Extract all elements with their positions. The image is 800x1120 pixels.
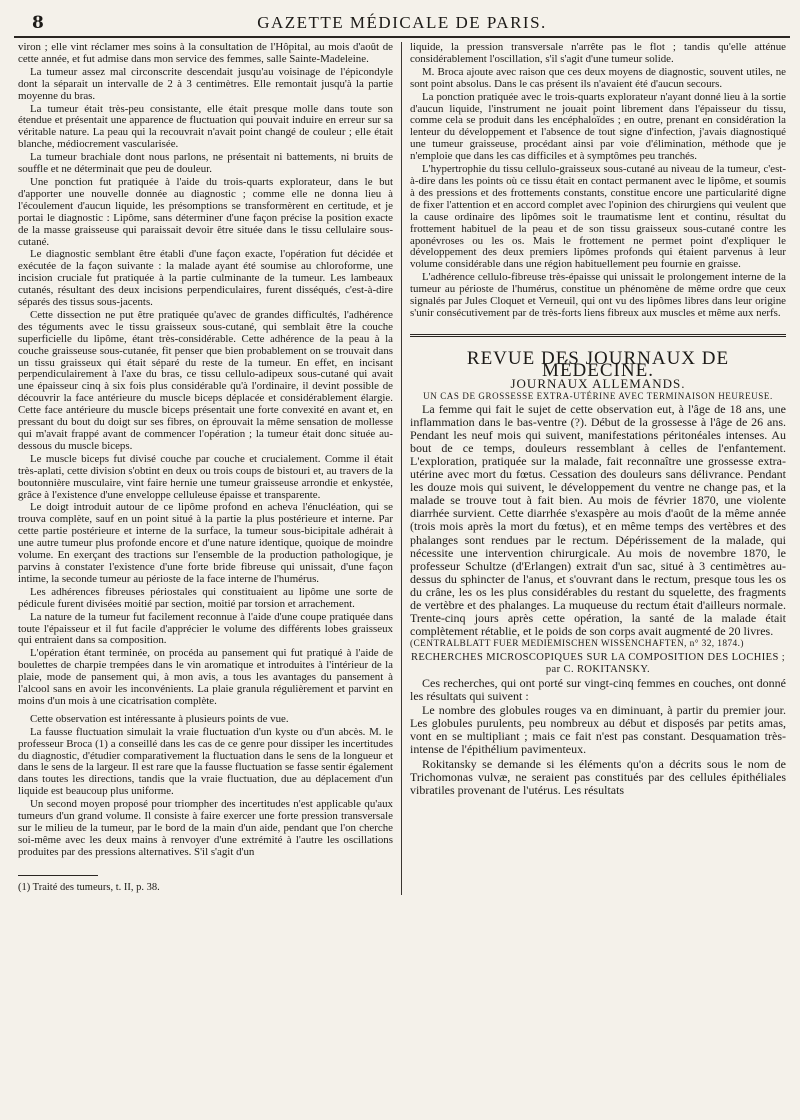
footnote-divider [18,875,98,876]
left-column [14,42,402,895]
paragraph: La femme qui fait le sujet de cette observation eut, à l'âge de 18 ans, une inflammation dans le bas-ventre (?). Début de la grossesse à l'âge de 26 ans. Pendant les neuf mois qui suivent, manifestations péritonéales intenses. Au bout de ce temps, douleurs ressemblant à celles de l'enfantement. L'exploration, pratiquée sur la malade, fait reconnaître une grossesse extra-utérine avec mort du fœtus. Cessation des douleurs sans délivrance. Pendant les douze mois qui suivent, le développement du ventre ne change pas, et la malade se trouve tout à fait bien. Au mois de février 1870, une violente diarrhée survient. Cette diarrhée s'exaspère au mois d'août de la même année (trois mois après la mort du fœtus), et en même temps des vertèbres et des phalanges sont rendues par le rectum. Dépérissement de la malade, qui nécessite une intervention chirurgicale. Au mois de novembre 1870, le professeur Schultze (d'Erlangen) extrait d'un sac, situé à 3 centimètres au-dessus du sphincter de l'anus, et s'ouvrant dans le rectum, presque tous les os du crâne, les os les plus considérables du restant du squelette, des fragments de vertèbre et des phalanges. La muqueuse du rectum était d'ailleurs normale. Trente-cinq jours après cette opération, la santé de la malade était complètement rétablie, et le poids de son corps avait augmenté de 20 livres. [410,401,786,639]
article-title: UN CAS DE GROSSESSE EXTRA-UTÉRINE AVEC TERMINAISON HEUREUSE. [423,390,773,401]
paragraph: Un second moyen proposé pour triompher des incertitudes n'est applicable qu'aux tumeurs d'un grand volume. Il consiste à faire exercer une forte pression transversale sur le milieu de la tumeur, par le bord de la main d'un aide, pendant que l'on cherche soi-même avec les deux mains à renvoyer d'une extrémité à l'autre les oscillations produites par des pressions alternatives. S'il s'agit d'un [18,798,393,858]
paragraph: Le doigt introduit autour de ce lipôme profond en acheva l'énucléation, qui se trouva complète, sauf en un point situé à la partie la plus postérieure et interne. Par cette partie postérieure et interne de la surface, la tumeur sous-bicipitale adhérait à une autre tumeur plus profonde encore et d'une nature identique, quoique de moindre volume. En exerçant des tractions sur l'ensemble de la production pathologique, je parvins à constater l'existence d'une forte bride fibreuse qui unissait, d'une façon intime, la seconde tumeur au périoste de la face interne de l'humérus. [18,501,393,585]
journal-title: GAZETTE MÉDICALE DE PARIS. [257,13,547,32]
paragraph: viron ; elle vint réclamer mes soins à la consultation de l'Hôpital, au mois d'août de cette année, et fut admise dans mon service des femmes, salle Sainte-Madeleine. [18,41,393,65]
paragraph: La tumeur brachiale dont nous parlons, ne présentait ni battements, ni bruits de souffle et ne déterminait que peu de douleur. [18,151,393,176]
paragraph: Le muscle biceps fut divisé couche par couche et crucialement. Comme il était très-aplati, cette division s'obtint en deux ou trois coups de bistouri et, au travers de la boutonnière musculaire, vint faire hernie une tumeur graisseuse arrondie et enkystée, grâce à l'existence d'une enveloppe celluleuse épaisse et transparente. [18,452,393,501]
page-header [14,10,790,38]
section-divider [410,334,786,337]
paragraph: L'adhérence cellulo-fibreuse très-épaisse qui unissait le prolongement interne de la tumeur au périoste de l'humérus, constitue un phénomène de même ordre que ceux signalés par Jules Cloquet et Verneuil, qui ont vu des lipômes libres dans leur origine s'unir consécutivement par de très-forts liens fibreux aux muscles et même aux nerfs. [410,271,786,319]
right-column [402,42,790,895]
paragraph: La tumeur assez mal circonscrite descendait jusqu'au voisinage de l'épicondyle dont la séparait un intervalle de 2 à 3 centimètres. Elle remontait jusqu'à la partie moyenne du bras. [18,65,393,102]
paragraph: Cette observation est intéressante à plusieurs points de vue. [30,712,289,725]
article-body [410,677,786,797]
paragraph: Rokitansky se demande si les éléments qu'on a décrits sous le nom de Trichomonas vulvæ, ne seraient pas constitués par des cellules épithéliales vibratiles provenant de l'utérus. Les résultats [410,756,786,797]
section-title: REVUE DES JOURNAUX DE MÉDECINE. [466,347,730,381]
paragraph: Ces recherches, qui ont porté sur vingt-cinq femmes en couches, ont donné les résultats qui suivent : [410,675,786,704]
paragraph: L'hypertrophie du tissu cellulo-graisseux sous-cutané au niveau de la tumeur, c'est-à-dire dans les points où ce tissu était en contact permanent avec le lipôme, et soumis à des pressions et des frottements constants, constitue encore une particularité digne de fixer l'attention et en accord complet avec l'opinion des chirurgiens qui veulent que la cause ordinaire des lipômes soit le traumatisme lent et continu, résultat du frottement habituel de la peau et de son tissu graisseux sous-cutané contre les aponévroses ou les os. Mais le frottement ne permet point d'expliquer le développement des deux premiers lipômes profonds qui étaient parvenus à leur volume considérable dans une région habituellement peu fournie en graisse. [410,163,786,271]
paragraph: Le nombre des globules rouges va en diminuant, à partir du premier jour. Les globules purulents, peu nombreux au début et disposés par petits amas, vont en se multipliant ; mais ce fait n'est pas constant. Desquamation très-intense de l'épithélium pavimenteux. [410,703,786,757]
paragraph: L'opération étant terminée, on procéda au pansement qui fut pratiqué à l'aide de boulettes de charpie trempées dans le vin aromatique et introduites à l'intérieur de la plaie, mode de pansement qui, à mon avis, a tous les avantages du pansement à l'alcool sans en avoir les inconvénients. La plaie granula régulièrement et parvint en moins d'un mois à une cicatrisation complète. [18,647,393,707]
article-body [410,403,786,639]
subsection-title: JOURNAUX ALLEMANDS. [510,375,686,391]
paragraph: La fausse fluctuation simulait la vraie fluctuation d'un kyste ou d'un abcès. M. le professeur Broca (1) a conseillé dans les cas de ce genre pour dissiper les incertitudes du diagnostic, d'étudier comparativement la fluctuation dans le sens de la longueur et dans le sens de la largeur. Il est rare que la fausse fluctuation se fasse sentir également dans toutes les directions, tandis que la vraie fluctuation, due au déplacement d'un liquide est beaucoup plus uniforme. [18,725,393,798]
text-columns [14,42,790,895]
paragraph: La tumeur était très-peu consistante, elle était presque molle dans toute son étendue et présentait une apparence de fluctuation qui pouvait induire en erreur sur sa véritable nature. La peau qui la recouvrait n'avait point changé de couleur ; elle était blanche, médiocrement vascularisée. [18,102,393,151]
page-number: 8 [32,13,44,33]
paragraph: M. Broca ajoute avec raison que ces deux moyens de diagnostic, souvent utiles, ne sont point absolus. Dans le cas présent ils n'avaient été d'aucun secours. [410,65,786,90]
article-title: RECHERCHES MICROSCOPIQUES SUR LA COMPOSITION DES LOCHIES ; par C. ROKITANSKY. [410,652,786,676]
paragraph: La ponction pratiquée avec le trois-quarts explorateur n'ayant donné lieu à la sortie d'aucun liquide, l'instrument ne jouait point librement dans l'épaisseur du tissu, comme cela se produit dans les encéphaloïdes ; en outre, prenant en considération la lenteur du développement et l'absence de tout signe d'infection, j'avais diagnostiqué une tumeur graisseuse, procédant ainsi par voie d'élimination, méthode que je n'emploie que dans les cas difficiles et à symptômes peu tranchés. [410,90,786,163]
paragraph: Les adhérences fibreuses périostales qui constituaient au lipôme une sorte de pédicule furent divisées moitié par section, moitié par torsion et arrachement. [18,585,393,610]
paragraph: La nature de la tumeur fut facilement reconnue à l'aide d'une coupe pratiquée dans toute l'épaisseur et il fut facile d'apprécier le volume des différents lobes graisseux qui entraient dans sa composition. [18,610,393,647]
paragraph: Une ponction fut pratiquée à l'aide du trois-quarts explorateur, dans le but d'apporter une nouvelle donnée au diagnostic ; comme elle ne donna lieu à l'écoulement d'aucun liquide, les présomptions se transformèrent en certitude, et je portai le diagnostic : Lipôme, sans déterminer d'une façon précise la position exacte de la masse graisseuse qui paraissait devoir être située dans le tissu cellulaire sous-cutané. [18,175,393,248]
paragraph: Cette dissection ne put être pratiquée qu'avec de grandes difficultés, l'adhérence des téguments avec le tissu graisseux sous-cutané, qui semblait être la couche superficielle du lipôme, étant très-considérable. Cette adhérence de la peau à la couche graisseuse sous-cutanée, fit penser que bien probablement on se trouvait dans un tissu graisseux qui était séparé du reste de la tumeur. En effet, en incisant perpendiculairement à l'axe du bras, ce tissu cellulo-adipeux sous-cutané qui avait une épaisseur cinq à six fois plus considérable qu'à l'ordinaire, il devint possible de découvrir la face antérieure du muscle biceps déplacée et considérablement élargie. Cette face antérieure du muscle biceps présentait une forte convexité en avant et, en pressant du bout du doigt sur ses fibres, on éprouvait la même sensation de mollesse qui m'avait frappé avant de commencer l'opération ; la tumeur était donc située au-dessous du muscle biceps. [18,308,393,452]
footnote: (1) Traité des tumeurs, t. II, p. 38. [18,881,160,893]
paragraph: liquide, la pression transversale n'arrête pas le flot ; tandis qu'elle atténue considérablement l'oscillation, s'il s'agit d'une tumeur solide. [410,41,786,65]
paragraph: Le diagnostic semblant être établi d'une façon exacte, l'opération fut décidée et exécutée de la façon suivante : la malade ayant été soumise au chloroforme, une incision cruciale fut pratiquée à la partie culminante de la tumeur. Les lambeaux cutanés, résultant des deux incisions perpendiculaires, furent disséqués, c'est-à-dire séparés des tissus sous-jacents. [18,248,393,309]
citation: (CENTRALBLATT FUER MEDIEMISCHEN WISSENCHAFTEN, n° 32, 1874.) [410,639,744,650]
